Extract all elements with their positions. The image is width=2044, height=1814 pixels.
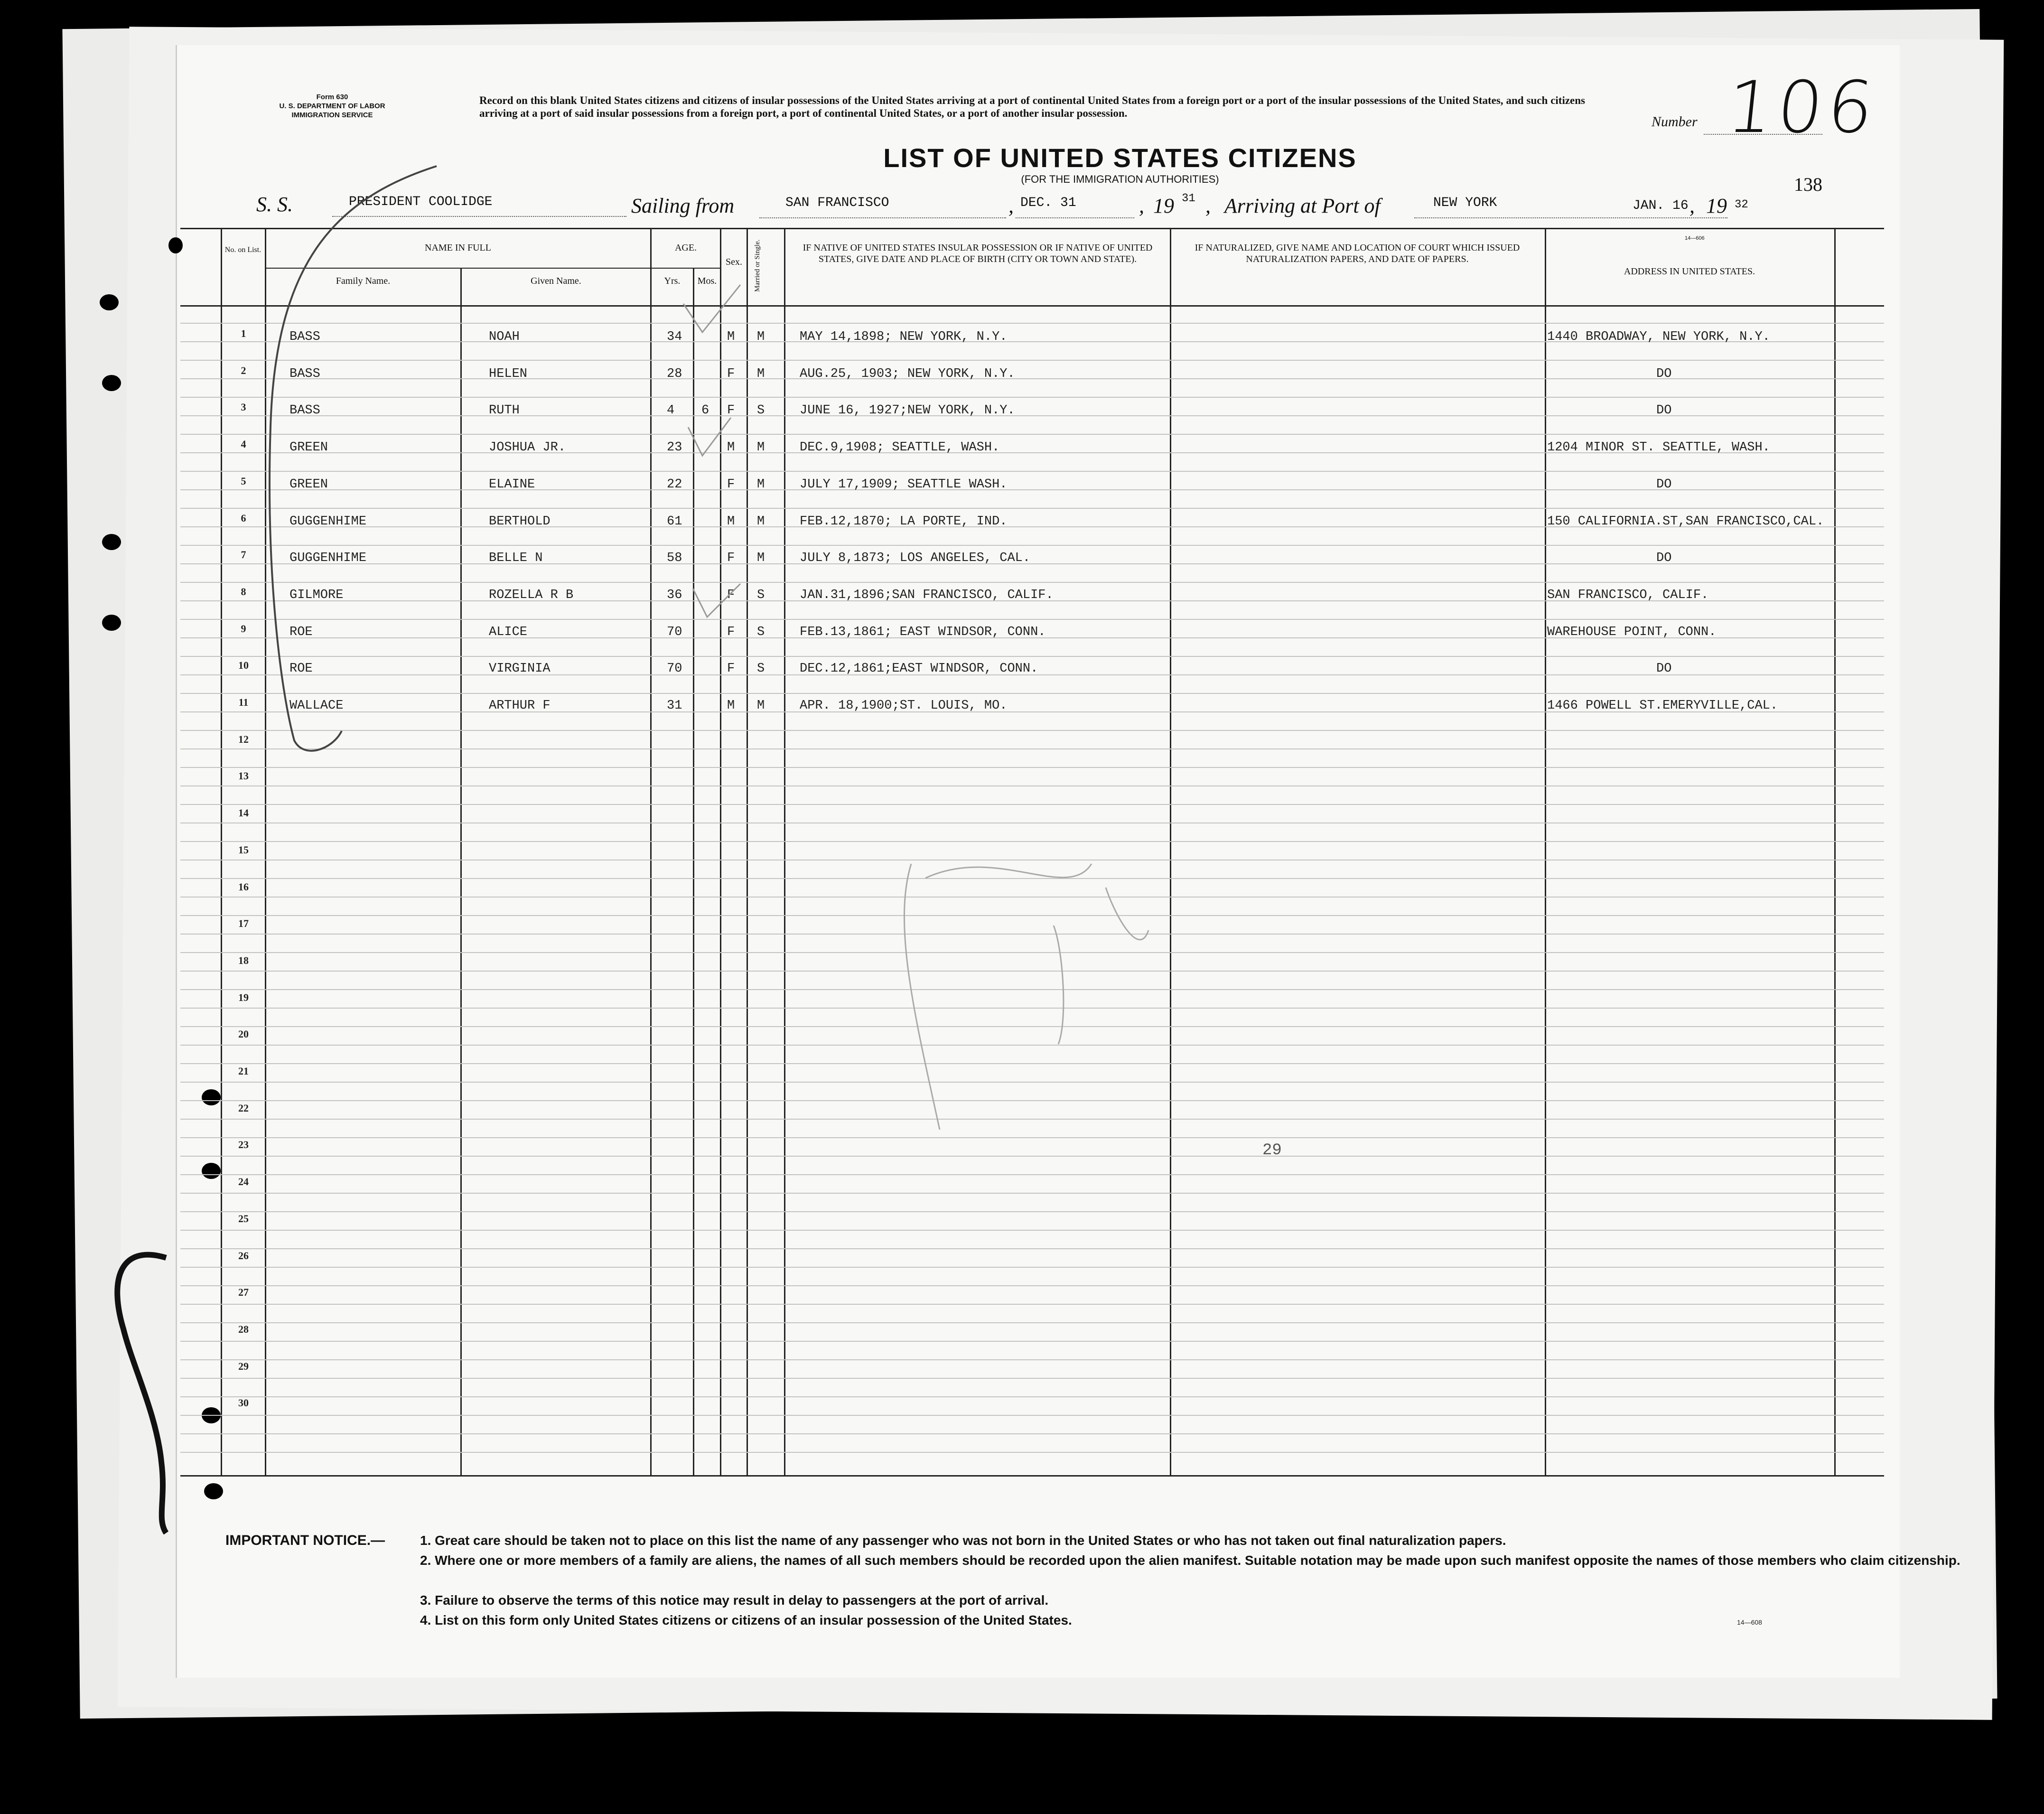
cell-sex: F [727,403,735,418]
cell-yrs: 70 [667,662,682,676]
row-number: 28 [238,1323,249,1335]
col-family-name: Family Name. [336,276,391,286]
cell-yrs: 61 [667,514,682,529]
cell-given: ARTHUR F [489,699,551,713]
notice-item: 2. Where one or more members of a family are aliens, the names of all such members should be recorded upon the alien manifest. Suitable notation may be made upon such manifest opposite the names of those members who claim citizenship. [420,1553,1960,1568]
cell-given: ALICE [489,625,528,639]
year-prefix: 19 [1153,194,1174,217]
row-number: 13 [238,770,249,782]
ss-label: S. S. [256,193,293,216]
row-number: 18 [238,954,249,966]
row-number: 20 [238,1028,249,1040]
faint-signature [904,864,1148,1130]
col-yrs: Yrs. [664,276,681,286]
cell-ms: M [757,477,765,492]
notice-lead: IMPORTANT NOTICE.— [225,1533,385,1548]
cell-sex: F [727,477,735,492]
col-given-name: Given Name. [531,276,581,286]
cell-sex: F [727,662,735,676]
page-subtitle: (FOR THE IMMIGRATION AUTHORITIES) [1021,173,1219,185]
ship-name: PRESIDENT COOLIDGE [349,195,493,209]
cell-given: RUTH [489,403,520,418]
row-number: 1 [241,327,246,339]
cell-given: VIRGINIA [489,662,551,676]
row-number: 10 [238,659,249,672]
cell-family: GREEN [289,440,328,455]
cell-ms: M [757,330,765,344]
sailing-label: Sailing from [631,194,735,217]
col-birth: IF NATIVE OF UNITED STATES INSULAR POSSESSION OR IF NATIVE OF UNITED STATES, GIVE DATE AND PLACE OF BIRTH (CITY OR TOWN AND STATE). [803,243,1153,264]
cell-address: WAREHOUSE POINT, CONN. [1547,625,1717,639]
arrival-year: 32 [1735,198,1748,211]
cell-given: JOSHUA JR. [489,440,566,455]
row-number: 8 [241,585,246,598]
cell-sex: F [727,588,735,602]
row-number: 14 [238,807,249,819]
cell-ms: S [757,625,765,639]
cell-birth: FEB.12,1870; LA PORTE, IND. [800,514,1008,529]
cell-family: BASS [289,366,320,381]
cell-address: 1466 POWELL ST.EMERYVILLE,CAL. [1547,699,1778,713]
cell-ms: S [757,662,765,676]
cell-ms: M [757,514,765,529]
cell-address: DO [1656,403,1672,418]
cell-family: GUGGENHIME [289,514,367,529]
stamp-number: 29 [1262,1141,1282,1159]
cell-family: ROE [289,625,313,639]
col-sex: Sex. [726,257,742,267]
cell-family: ROE [289,662,313,676]
row-number: 5 [241,475,246,487]
arriving-label: Arriving at Port of [1224,194,1381,217]
page-number: 138 [1794,174,1822,195]
sailing-port: SAN FRANCISCO [785,196,889,210]
cell-ms: M [757,366,765,381]
cell-ms: S [757,403,765,418]
col-age: AGE. [674,243,697,253]
comma: , [1205,194,1211,217]
cell-birth: APR. 18,1900;ST. LOUIS, MO. [800,699,1008,713]
cell-given: NOAH [489,330,520,344]
cell-ms: S [757,588,765,602]
row-number: 27 [238,1286,249,1299]
row-number: 9 [241,622,246,635]
cell-family: WALLACE [289,699,344,713]
cell-address: DO [1656,551,1672,566]
notice-item: 3. Failure to observe the terms of this notice may result in delay to passengers at the port of arrival. [420,1593,1049,1608]
cell-birth: DEC.12,1861;EAST WINDSOR, CONN. [800,662,1038,676]
handwritten-number: 106 [1723,66,1882,149]
row-number: 24 [238,1176,249,1188]
cell-birth: JUNE 16, 1927;NEW YORK, N.Y. [800,403,1015,418]
row-number: 25 [238,1212,249,1225]
cell-birth: FEB.13,1861; EAST WINDSOR, CONN. [800,625,1046,639]
cell-address: DO [1656,366,1672,381]
handwritten-bracket [270,166,437,751]
cell-mos: 6 [701,403,709,418]
cell-family: GILMORE [289,588,344,602]
cell-ms: M [757,699,765,713]
cell-sex: M [727,330,735,344]
sailing-date: DEC. 31 [1020,196,1076,210]
cell-given: HELEN [489,366,528,381]
cell-yrs: 4 [667,403,675,418]
cell-birth: JULY 8,1873; LOS ANGELES, CAL. [800,551,1031,566]
row-number: 3 [241,401,246,413]
cell-yrs: 31 [667,699,682,713]
cell-birth: AUG.25, 1903; NEW YORK, N.Y. [800,366,1015,381]
cell-address: SAN FRANCISCO, CALIF. [1547,588,1709,602]
notice-item: 4. List on this form only United States citizens or citizens of an insular possession of the United States. [420,1613,1072,1627]
col-mos: Mos. [697,276,717,286]
cell-address: 1440 BROADWAY, NEW YORK, N.Y. [1547,330,1770,344]
row-number: 4 [241,438,246,450]
row-number: 21 [238,1065,249,1077]
cell-yrs: 36 [667,588,682,602]
cell-address: DO [1656,477,1672,492]
comma: , [1689,194,1695,217]
row-number: 23 [238,1139,249,1151]
comma: , [1008,194,1014,217]
col-naturalized: IF NATURALIZED, GIVE NAME AND LOCATION OF COURT WHICH ISSUED NATURALIZATION PAPERS, AND DATE OF PAPERS. [1195,243,1520,264]
cell-yrs: 58 [667,551,682,566]
cell-family: GREEN [289,477,328,492]
row-number: 15 [238,843,249,856]
cell-given: ELAINE [489,477,535,492]
row-number: 22 [238,1102,249,1114]
row-number: 11 [238,696,249,708]
cell-birth: JULY 17,1909; SEATTLE WASH. [800,477,1008,492]
cell-yrs: 70 [667,625,682,639]
row-number: 2 [241,364,246,376]
cell-yrs: 23 [667,440,682,455]
cell-address: 150 CALIFORNIA.ST,SAN FRANCISCO,CAL. [1547,514,1824,529]
col-married-single: Married or Single. [754,239,761,292]
service: IMMIGRATION SERVICE [291,111,373,119]
row-number: 7 [241,549,246,561]
row-number: 19 [238,991,249,1003]
sailing-year: 31 [1182,192,1195,205]
row-number: 30 [238,1397,249,1409]
cell-family: BASS [289,403,320,418]
row-number: 26 [238,1249,249,1262]
row-number: 17 [238,917,249,930]
cell-sex: M [727,440,735,455]
cell-birth: JAN.31,1896;SAN FRANCISCO, CALIF. [800,588,1054,602]
cell-yrs: 22 [667,477,682,492]
arrival-date: JAN. 16 [1633,198,1689,213]
cell-sex: F [727,551,735,566]
col-name-in-full: NAME IN FULL [425,243,491,253]
cell-family: BASS [289,330,320,344]
form-number: Form 630 [316,93,348,101]
record-instructions: Record on this blank United States citizens and citizens of insular possessions of the United States arriving at a port of continental United States from a foreign port or a port of the insular possessions of the United States, and such citizens arriving at a port of said insular possessions from a foreign port, a port of continental United States, or a port of another insular possession. [479,94,1585,119]
cell-given: ROZELLA R B [489,588,574,602]
number-label: Number [1652,114,1698,130]
col-address: ADDRESS IN UNITED STATES. [1624,266,1755,277]
cell-ms: M [757,551,765,566]
page-title: LIST OF UNITED STATES CITIZENS [883,143,1357,173]
row-number: 16 [238,880,249,893]
arrival-port: NEW YORK [1433,196,1497,210]
department: U. S. DEPARTMENT OF LABOR [279,102,385,110]
cell-family: GUGGENHIME [289,551,367,566]
cell-address: 1204 MINOR ST. SEATTLE, WASH. [1547,440,1770,455]
cell-address: DO [1656,662,1672,676]
col-no: No. on List. [224,246,261,254]
comma: , [1139,194,1144,217]
cell-birth: MAY 14,1898; NEW YORK, N.Y. [800,330,1008,344]
cell-sex: M [727,514,735,529]
year-prefix: 19 [1706,194,1727,217]
footer-code: 14—608 [1737,1618,1762,1626]
row-number: 29 [238,1360,249,1372]
cell-birth: DEC.9,1908; SEATTLE, WASH. [800,440,1000,455]
cell-sex: F [727,625,735,639]
row-number: 6 [241,512,246,524]
cell-sex: M [727,699,735,713]
notice-item: 1. Great care should be taken not to place on this list the name of any passenger who was not born in the United States or who has not taken out final naturalization papers. [420,1533,1506,1548]
cell-sex: F [727,366,735,381]
cell-given: BELLE N [489,551,543,566]
check-marks [683,285,740,617]
cell-yrs: 34 [667,330,682,344]
row-number: 12 [238,733,249,745]
cell-ms: M [757,440,765,455]
print-code: 14—606 [1685,235,1705,241]
cell-yrs: 28 [667,366,682,381]
cell-given: BERTHOLD [489,514,551,529]
binding-string [117,1255,166,1533]
